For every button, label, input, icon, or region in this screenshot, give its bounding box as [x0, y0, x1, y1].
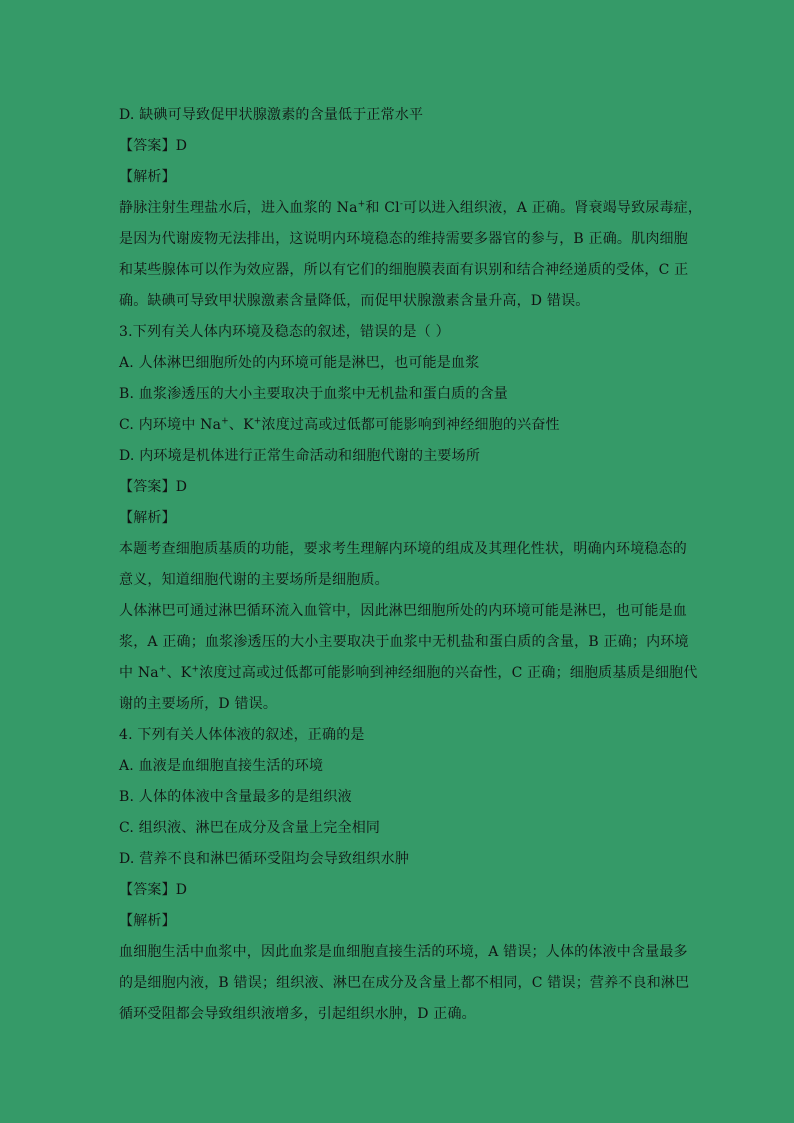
- q3-answer: 【答案】D: [119, 479, 188, 495]
- q3-option-d: D. 内环境是机体进行正常生命活动和细胞代谢的主要场所: [119, 448, 481, 464]
- q3-option-a: A. 人体淋巴细胞所处的内环境可能是淋巴，也可能是血浆: [119, 355, 480, 371]
- q4-option-d: D. 营养不良和淋巴循环受阻均会导致组织水肿: [119, 851, 410, 867]
- q4-stem: 4. 下列有关人体体液的叙述，正确的是: [119, 727, 365, 743]
- q2-analysis: [119, 193, 703, 317]
- q3-analysis-paragraph-2: [119, 596, 698, 720]
- q4-analysis: [119, 937, 690, 1030]
- q4-option-b: B. 人体的体液中含量最多的是组织液: [119, 789, 352, 805]
- q4-analysis-line-1: 血细胞生活中血浆中，因此血浆是血细胞直接生活的环境，A 错误；人体的体液中含量最多: [119, 944, 688, 960]
- q3-option-c: C. 内环境中 Na+、K+浓度过高或过低都可能影响到神经细胞的兴奋性: [119, 416, 560, 433]
- q3-analysis-p1-line-2: 意义，知道细胞代谢的主要场所是细胞质。: [119, 572, 389, 588]
- q4-analysis-line-2: 的是细胞内液，B 错误；组织液、淋巴在成分及含量上都不相同，C 错误；营养不良和淋巴: [119, 975, 690, 991]
- q3-analysis-p2-line-2: 浆，A 正确；血浆渗透压的大小主要取决于血浆中无机盐和蛋白质的含量，B 正确；内环境: [119, 634, 689, 650]
- q2-analysis-line-1: 静脉注射生理盐水后，进入血浆的 Na+和 Cl-可以进入组织液，A 正确。肾衰竭导致尿毒症，: [119, 199, 703, 216]
- q3-analysis-p1-line-1: 本题考查细胞质基质的功能，要求考生理解内环境的组成及其理化性状，明确内环境稳态的: [119, 541, 687, 557]
- q4-answer: 【答案】D: [119, 882, 188, 898]
- q2-analysis-label: 【解析】: [119, 169, 176, 185]
- document-content: [119, 100, 703, 1030]
- q4-analysis-line-3: 循环受阻都会导致组织液增多，引起组织水肿，D 正确。: [119, 1006, 476, 1022]
- q3-option-b: B. 血浆渗透压的大小主要取决于血浆中无机盐和蛋白质的含量: [119, 386, 508, 402]
- q2-option-d: D. 缺碘可导致促甲状腺激素的含量低于正常水平: [119, 107, 424, 123]
- q3-stem: 3.下列有关人体内环境及稳态的叙述，错误的是（ ）: [119, 324, 450, 340]
- q4-option-a: A. 血液是血细胞直接生活的环境: [119, 758, 324, 774]
- q2-answer: 【答案】D: [119, 138, 188, 154]
- q2-analysis-line-3: 和某些腺体可以作为效应器，所以有它们的细胞膜表面有识别和结合神经递质的受体，C 正: [119, 262, 689, 278]
- q3-analysis-p2-line-3: 中 Na+、K+浓度过高或过低都可能影响到神经细胞的兴奋性，C 正确；细胞质基质是细胞代: [119, 664, 698, 681]
- q3-analysis-p2-line-1: 人体淋巴可通过淋巴循环流入血管中，因此淋巴细胞所处的内环境可能是淋巴，也可能是血: [119, 603, 687, 619]
- q3-analysis-p2-line-4: 谢的主要场所，D 错误。: [119, 696, 278, 712]
- q2-analysis-line-2: 是因为代谢废物无法排出，这说明内环境稳态的维持需要多器官的参与，B 正确。肌肉细胞: [119, 231, 688, 247]
- q4-option-c: C. 组织液、淋巴在成分及含量上完全相同: [119, 820, 381, 836]
- q4-analysis-label: 【解析】: [119, 913, 176, 929]
- q2-analysis-line-4: 确。缺碘可导致甲状腺激素含量降低，而促甲状腺激素含量升高，D 错误。: [119, 293, 590, 309]
- q3-analysis-paragraph-1: [119, 534, 687, 596]
- q3-analysis-label: 【解析】: [119, 510, 176, 526]
